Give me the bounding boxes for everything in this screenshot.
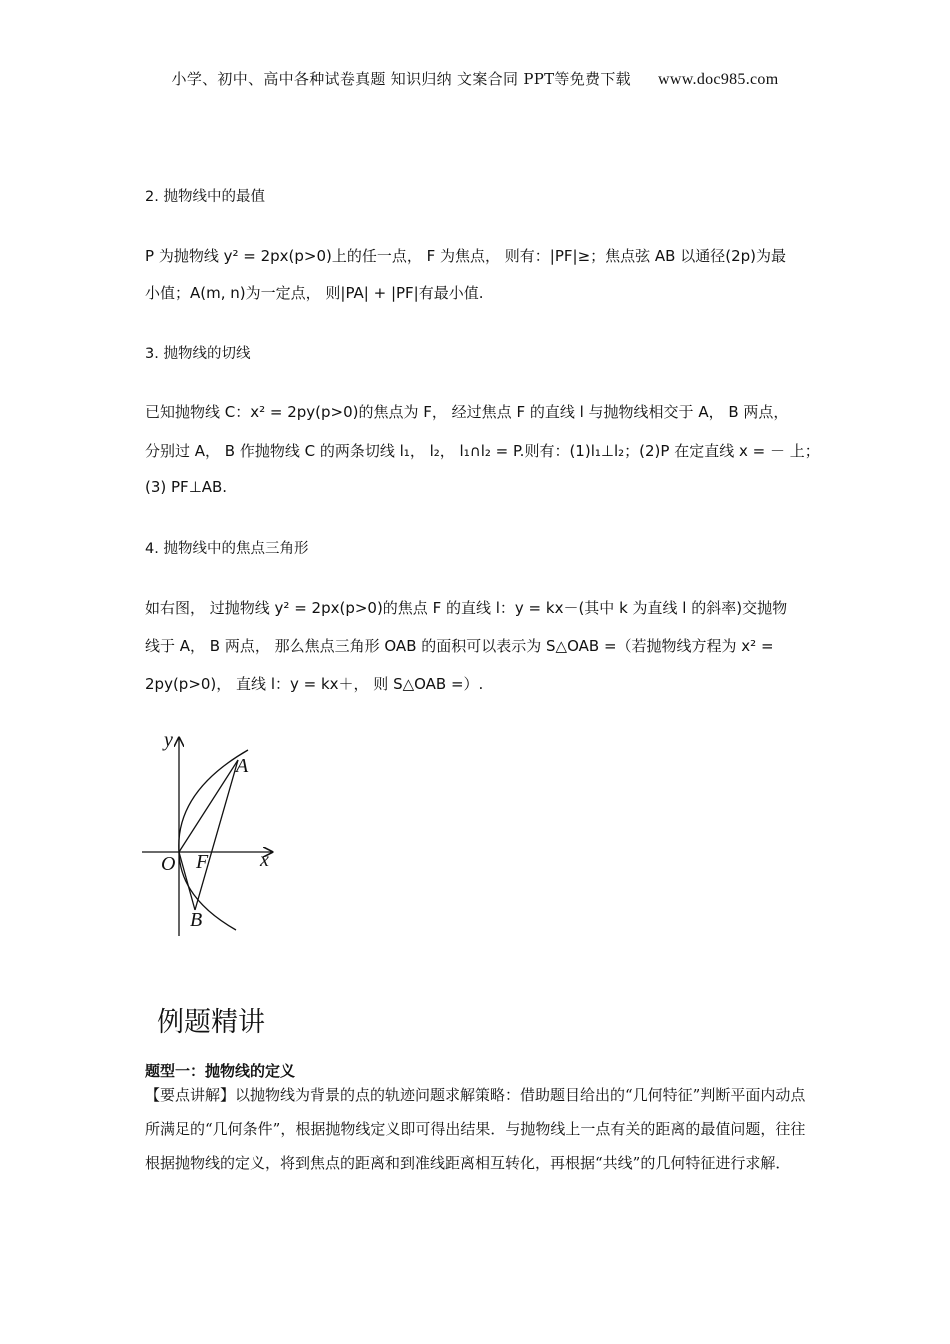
- section-4-line-1: 如右图， 过抛物线 y² = 2px(p>0)的焦点 F 的直线 l：y = kx－(其中 k 为直线 l 的斜率)交抛物: [145, 599, 788, 617]
- chord-AB: [195, 760, 238, 910]
- key-points-paragraph: 【要点讲解】以抛物线为背景的点的轨迹问题求解策略：借助题目给出的“几何特征”判断平面内动点所满足的“几何条件”，根据抛物线定义即可得出结果．与抛物线上一点有关的距离的最值问题，往往根据抛物线的定义，将到焦点的距离和到准线距离相互转化，再根据“共线”的几何特征进行求解．: [145, 1086, 806, 1172]
- section-4-line-2: 线于 A， B 两点， 那么焦点三角形 OAB 的面积可以表示为 S△OAB =（若抛物线方程为 x² =: [145, 637, 774, 655]
- label-F: F: [196, 851, 209, 873]
- header-url[interactable]: www.doc985.com: [658, 71, 779, 88]
- label-x: x: [260, 849, 269, 871]
- section-3-line-2: 分别过 A， B 作抛物线 C 的两条切线 l₁， l₂， l₁∩l₂ = P.则有：(1)l₁⊥l₂；(2)P 在定直线 x = － 上；: [145, 442, 820, 460]
- label-O: O: [161, 853, 176, 875]
- parabola-focal-triangle-figure: [140, 728, 280, 940]
- section-2-line-2: 小值；A(m, n)为一定点， 则|PA| + |PF|有最小值.: [145, 284, 484, 302]
- segment-OB: [179, 852, 195, 910]
- header-text: 小学、初中、高中各种试卷真题 知识归纳 文案合同 PPT等免费下载: [171, 70, 631, 88]
- section-4-heading: 4. 抛物线中的焦点三角形: [145, 541, 309, 557]
- section-3-heading: 3. 抛物线的切线: [145, 346, 251, 362]
- label-A: A: [236, 755, 249, 777]
- page-header: [0, 68, 950, 89]
- type-1-title: 题型一：抛物线的定义: [145, 1062, 296, 1080]
- parabola-diagram: [140, 728, 280, 940]
- parabola-curve: [179, 750, 248, 930]
- section-3-line-3: (3) PF⊥AB.: [145, 478, 228, 496]
- section-4-line-3: 2py(p>0)， 直线 l：y = kx＋， 则 S△OAB =）.: [145, 675, 484, 693]
- section-3-line-1: 已知抛物线 C：x² = 2py(p>0)的焦点为 F， 经过焦点 F 的直线 l 与抛物线相交于 A， B 两点，: [145, 403, 789, 421]
- label-y: y: [164, 729, 173, 751]
- section-2-line-1: P 为抛物线 y² = 2px(p>0)上的任一点， F 为焦点， 则有：|PF|≥；焦点弦 AB 以通径(2p)为最: [145, 247, 786, 265]
- examples-heading: 例题精讲: [157, 1007, 265, 1038]
- label-B: B: [190, 909, 203, 931]
- section-2-heading: 2. 抛物线中的最值: [145, 189, 265, 205]
